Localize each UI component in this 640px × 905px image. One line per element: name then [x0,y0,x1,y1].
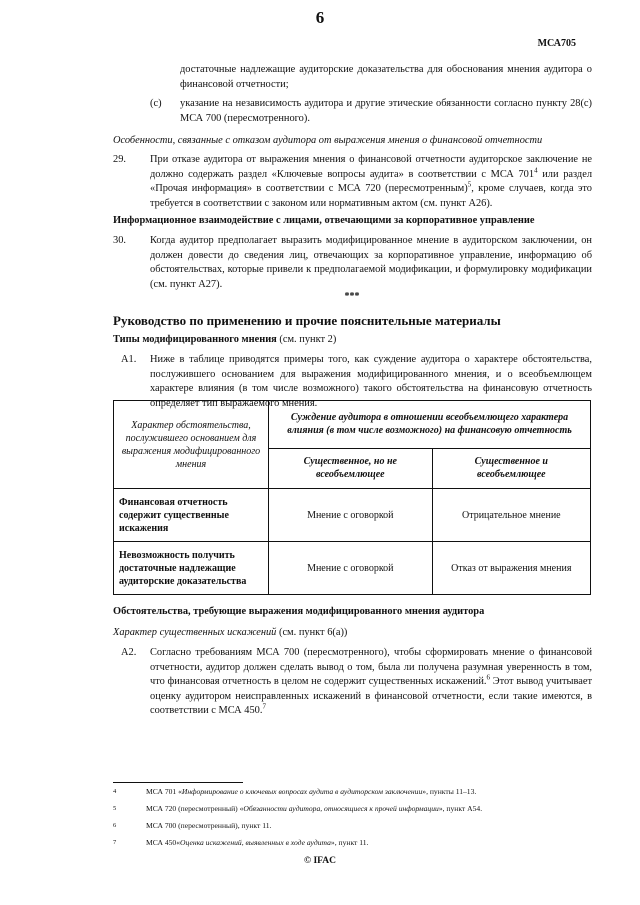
footnote-divider [113,782,243,783]
para-30-number: 30. [113,235,126,246]
footnote: 7 МСА 450«Оценка искажений, выявленных в ходе аудита», пункт 11. [113,838,369,847]
footnote-number: 5 [113,805,117,812]
footnote-number: 6 [113,822,117,829]
opinion-types-table [113,400,591,595]
table-top-header: Суждение аудитора в отношении всеобъемлющего характера влияния (в том числе возможного) на финансовую отчетность [269,401,591,449]
info-heading: Информационное взаимодействие с лицами, отвечающими за корпоративное управление [113,215,535,226]
row-label: Финансовая отчетность содержит существенные искажения [114,489,269,542]
footnote-number: 4 [113,788,117,795]
guidance-heading: Руководство по применению и прочие пояснительные материалы [113,313,501,328]
footnote: 5 МСА 720 (пересмотренный) «Обязанности аудитора, относящиеся к прочей информации», пункт A54. [113,804,483,813]
document-code: МСА705 [537,38,576,49]
cell-material: Мнение с оговоркой [269,542,433,595]
item-c-text: указание на независимость аудитора и другие этические обязанности согласно пункту 28(с) МСА 700 (пересмотренного). [180,98,592,124]
para-a1-text: Ниже в таблице приводятся примеры того, как суждение аудитора о характере обстоятельства, послужившего основанием для выражения модифицированного мнения, и о всеобъемлющем характере влияния (в том числе возможного) такого обстоятельства на финансовую отчетность определяет тип выражаемого мнения. [150,354,592,409]
footnote-ref-5: 5 [467,180,472,189]
disclaimer-heading: Особенности, связанные с отказом аудитора от выражения мнения о финансовой отчетности [113,135,543,146]
circumstances-heading: Обстоятельства, требующие выражения модифицированного мнения аудитора [113,606,485,617]
footnote-number: 7 [113,839,117,846]
table-col-material: Существенное, но не всеобъемлющее [269,448,433,488]
table-row [114,542,591,595]
cell-pervasive: Отказ от выражения мнения [432,542,590,595]
footnote-ref-7: 7 [262,702,266,711]
row-label: Невозможность получить достаточные надлежащие аудиторские доказательства [114,542,269,595]
continued-paragraph: достаточные надлежащие аудиторские доказательства для обоснования мнения аудитора о финансовой отчетности; [180,64,592,90]
footnote-ref-4: 4 [534,166,538,175]
cell-material: Мнение с оговоркой [269,489,433,542]
cell-pervasive: Отрицательное мнение [432,489,590,542]
para-30-text: Когда аудитор предполагает выразить модифицированное мнение в аудиторском заключении, он должен довести до сведения лиц, отвечающих за корпоративное управление, информацию об обстоятельствах, которые привели к предполагаемой модификации, и формулировку модификации (см. пункт A27). [150,235,592,290]
item-c-marker: (c) [150,98,162,109]
misstatements-subheading: Характер существенных искажений (см. пункт 6(a)) [113,627,348,638]
footnote: 6 МСА 700 (пересмотренный), пункт 11. [113,821,272,830]
types-subheading: Типы модифицированного мнения (см. пункт 2) [113,334,337,345]
para-a2-number: A2. [121,647,137,658]
page-number: 6 [315,8,325,27]
para-a1-number: A1. [121,354,137,365]
para-29-text: При отказе аудитора от выражения мнения о финансовой отчетности аудиторское заключение не должно содержать раздел «Ключевые вопросы аудита» в соответствии с МСА $701^4$ или раздел «Прочая информация» в соответствии с МСА 720 (пересмотренным)$^5$, кроме случаев, когда это требуется в соответствии с законом или нормативным актом (см. пункт A26). [150,154,593,209]
page-footer: © IFAC [304,856,336,866]
footnote: 4 МСА 701 «Информирование о ключевых вопросах аудита в аудиторском заключении», пункты 11–13. [113,787,477,796]
para-a2-text: Согласно требованиям МСА 700 (пересмотренного), чтобы сформировать мнение о финансовой отчетности, аудитор должен сделать вывод о том, была ли получена разумная уверенность в том, что финансовая отчетность в целом не содержит существенных искажений.$^6$ Этот вывод учитывает оценку аудитором неисправленных искажений в финансовой отчетности, если такие имеются, в соответствии с МСА 450.$^7$ [150,647,592,717]
separator: *** [344,291,360,302]
table-row [114,489,591,542]
table-left-header: Характер обстоятельства, послужившего основанием для выражения модифицированного мнения [114,401,269,489]
footnote-ref-6: 6 [486,673,490,682]
table-col-pervasive: Существенное и всеобъемлющее [432,448,590,488]
para-29-number: 29. [113,154,126,165]
